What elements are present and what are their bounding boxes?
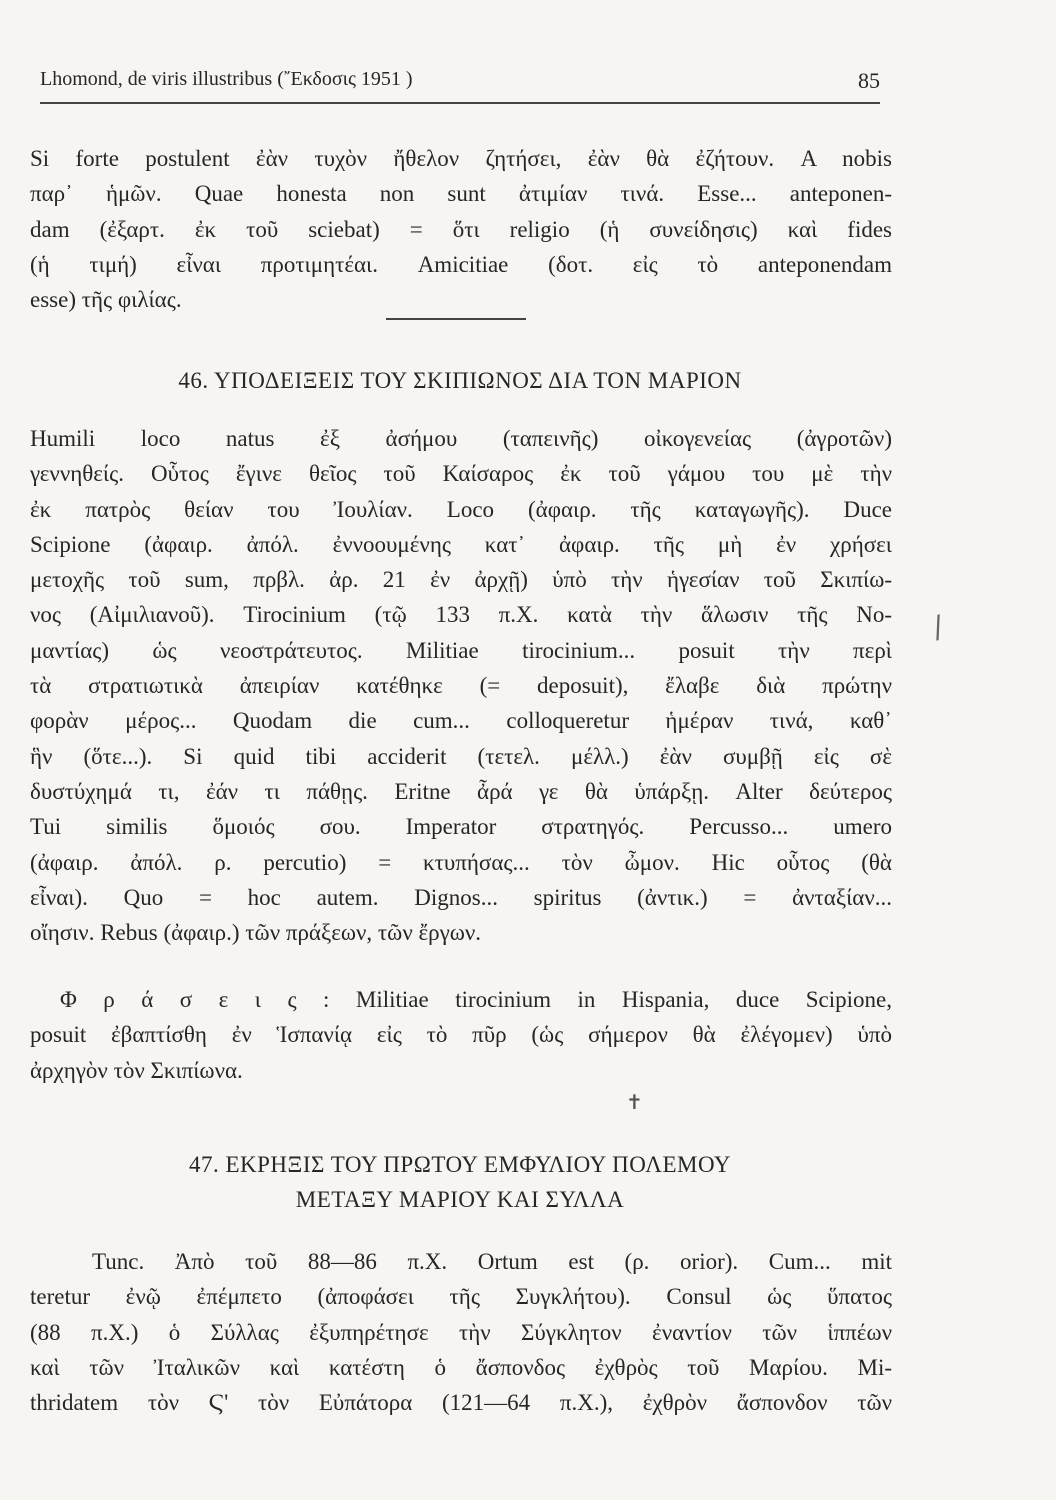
text-line: οἴησιν. Rebus (ἀφαιρ.) τῶν πράξεων, τῶν ἔργων. — [30, 920, 482, 946]
text-line: εἶναι). Quo = hoc autem. Dignos... spiritus (ἀντικ.) = ἀνταξίαν... — [30, 884, 892, 910]
text-line: (ἡ τιμή) εἶναι προτιμητέαι. Amicitiae (δοτ. εἰς τὸ anteponendam — [30, 251, 892, 277]
text-line: μετοχῆς τοῦ sum, πρβλ. ἀρ. 21 ἐν ἀρχῇ) ὑπὸ τὴν ἡγεσίαν τοῦ Σκιπίω- — [30, 567, 892, 593]
text-line: ἣν (ὅτε...). Si quid tibi acciderit (τετελ. μέλλ.) ἐὰν συμβῇ εἰς σὲ — [30, 743, 892, 769]
text-line: thridatem τὸν Ϛ' τὸν Εὐπάτορα (121—64 π.Χ.), ἐχθρὸν ἄσπονδον τῶν — [30, 1390, 892, 1416]
text-line: Φ ρ ά σ ε ι ς : Militiae tirocinium in Hispania, duce Scipione, — [60, 987, 892, 1012]
section-46-title: 46. ΥΠΟΔΕΙΞΕΙΣ ΤΟΥ ΣΚΙΠΙΩΝΟΣ ΔΙΑ ΤΟΝ ΜΑΡΙΟΝ — [178, 368, 742, 393]
text-line: γεννηθείς. Οὗτος ἔγινε θεῖος τοῦ Καίσαρος ἐκ τοῦ γάμου του μὲ τὴν — [30, 461, 892, 487]
text-line: Tunc. Ἀπὸ τοῦ 88—86 π.Χ. Ortum est (ρ. orior). Cum... mit — [92, 1249, 892, 1274]
text-line: ἐκ πατρὸς θείαν του Ἰουλίαν. Loco (ἀφαιρ. τῆς καταγωγῆς). Duce — [30, 496, 892, 522]
page-header — [40, 68, 880, 104]
section-47-body — [30, 1244, 892, 1420]
text-line: (ἀφαιρ. ἀπόλ. ρ. percutio) = κτυπήσας... τὸν ὦμον. Hic οὗτος (θὰ — [30, 849, 892, 875]
text-line: τὰ στρατιωτικὰ ἀπειρίαν κατέθηκε (= deposuit), ἔλαβε διὰ πρώτην — [30, 673, 892, 699]
text-line: dam (ἐξαρτ. ἐκ τοῦ sciebat) = ὅτι religio (ἡ συνείδησις) καὶ fides — [30, 216, 892, 242]
text-line: ἀρχηγὸν τὸν Σκιπίωνα. — [30, 1057, 243, 1083]
section-divider — [386, 318, 526, 320]
text-line: esse) τῆς φιλίας. — [30, 287, 182, 313]
text-line: νος (Αἰμιλιανοῦ). Tirocinium (τῷ 133 π.Χ. κατὰ τὴν ἅλωσιν τῆς Νο- — [30, 602, 892, 628]
section-47-title-line-1: 47. ΕΚΡΗΞΙΣ ΤΟΥ ΠΡΩΤΟΥ ΕΜΦΥΛΙΟΥ ΠΟΛΕΜΟΥ — [188, 1152, 732, 1177]
section-46-body — [30, 421, 892, 950]
running-title: Lhomond, de viris illustribus (῎Εκδοσις 1951 ) — [40, 68, 413, 90]
margin-pencil-mark: / — [928, 609, 948, 646]
intro-notes — [30, 141, 892, 317]
page-number: 85 — [858, 68, 880, 93]
text-line: Tui similis ὅμοιός σου. Imperator στρατηγός. Percusso... umero — [30, 814, 892, 840]
text-line: teretur ἐνῷ ἐπέμπετο (ἀποφάσει τῆς Συγκλήτου). Consul ὡς ὕπατος — [30, 1284, 892, 1310]
ornament-icon: ✝ — [626, 1090, 643, 1114]
section-47-title-line-2: ΜΕΤΑΞΥ ΜΑΡΙΟΥ ΚΑΙ ΣΥΛΛΑ — [295, 1187, 625, 1212]
text-line: Humili loco natus ἐξ ἀσήμου (ταπεινῆς) οἰκογενείας (ἀγροτῶν) — [30, 426, 892, 451]
text-line: φορὰν μέρος... Quodam die cum... colloqueretur ἡμέραν τινά, καθ᾽ — [30, 708, 892, 734]
text-line: μαντίας) ὡς νεοστράτευτος. Militiae tirocinium... posuit τὴν περὶ — [30, 637, 892, 663]
text-line: Scipione (ἀφαιρ. ἀπόλ. ἐννοουμένης κατ᾽ ἀφαιρ. τῆς μὴ ἐν χρήσει — [30, 531, 892, 557]
text-line: καὶ τῶν Ἰταλικῶν καὶ κατέστη ὁ ἄσπονδος ἐχθρὸς τοῦ Μαρίου. Mi- — [30, 1354, 892, 1380]
text-line: posuit ἐβαπτίσθη ἐν Ἱσπανίᾳ εἰς τὸ πῦρ (ὡς σήμερον θὰ ἐλέγομεν) ὑπὸ — [30, 1022, 892, 1048]
text-line: Si forte postulent ἐὰν τυχὸν ἤθελον ζητήσει, ἐὰν θὰ ἐζήτουν. A nobis — [30, 146, 892, 171]
text-line: παρ᾽ ἡμῶν. Quae honesta non sunt ἀτιμίαν τινά. Esse... anteponen- — [30, 181, 892, 207]
text-line: (88 π.Χ.) ὁ Σύλλας ἐξυπηρέτησε τὴν Σύγκλητον ἐναντίον τῶν ἱππέων — [30, 1319, 892, 1345]
phrases-paragraph — [30, 982, 892, 1088]
text-line: δυστύχημά τι, ἐάν τι πάθῃς. Eritne ἆρά γε θὰ ὑπάρξῃ. Alter δεύτερος — [30, 778, 892, 804]
